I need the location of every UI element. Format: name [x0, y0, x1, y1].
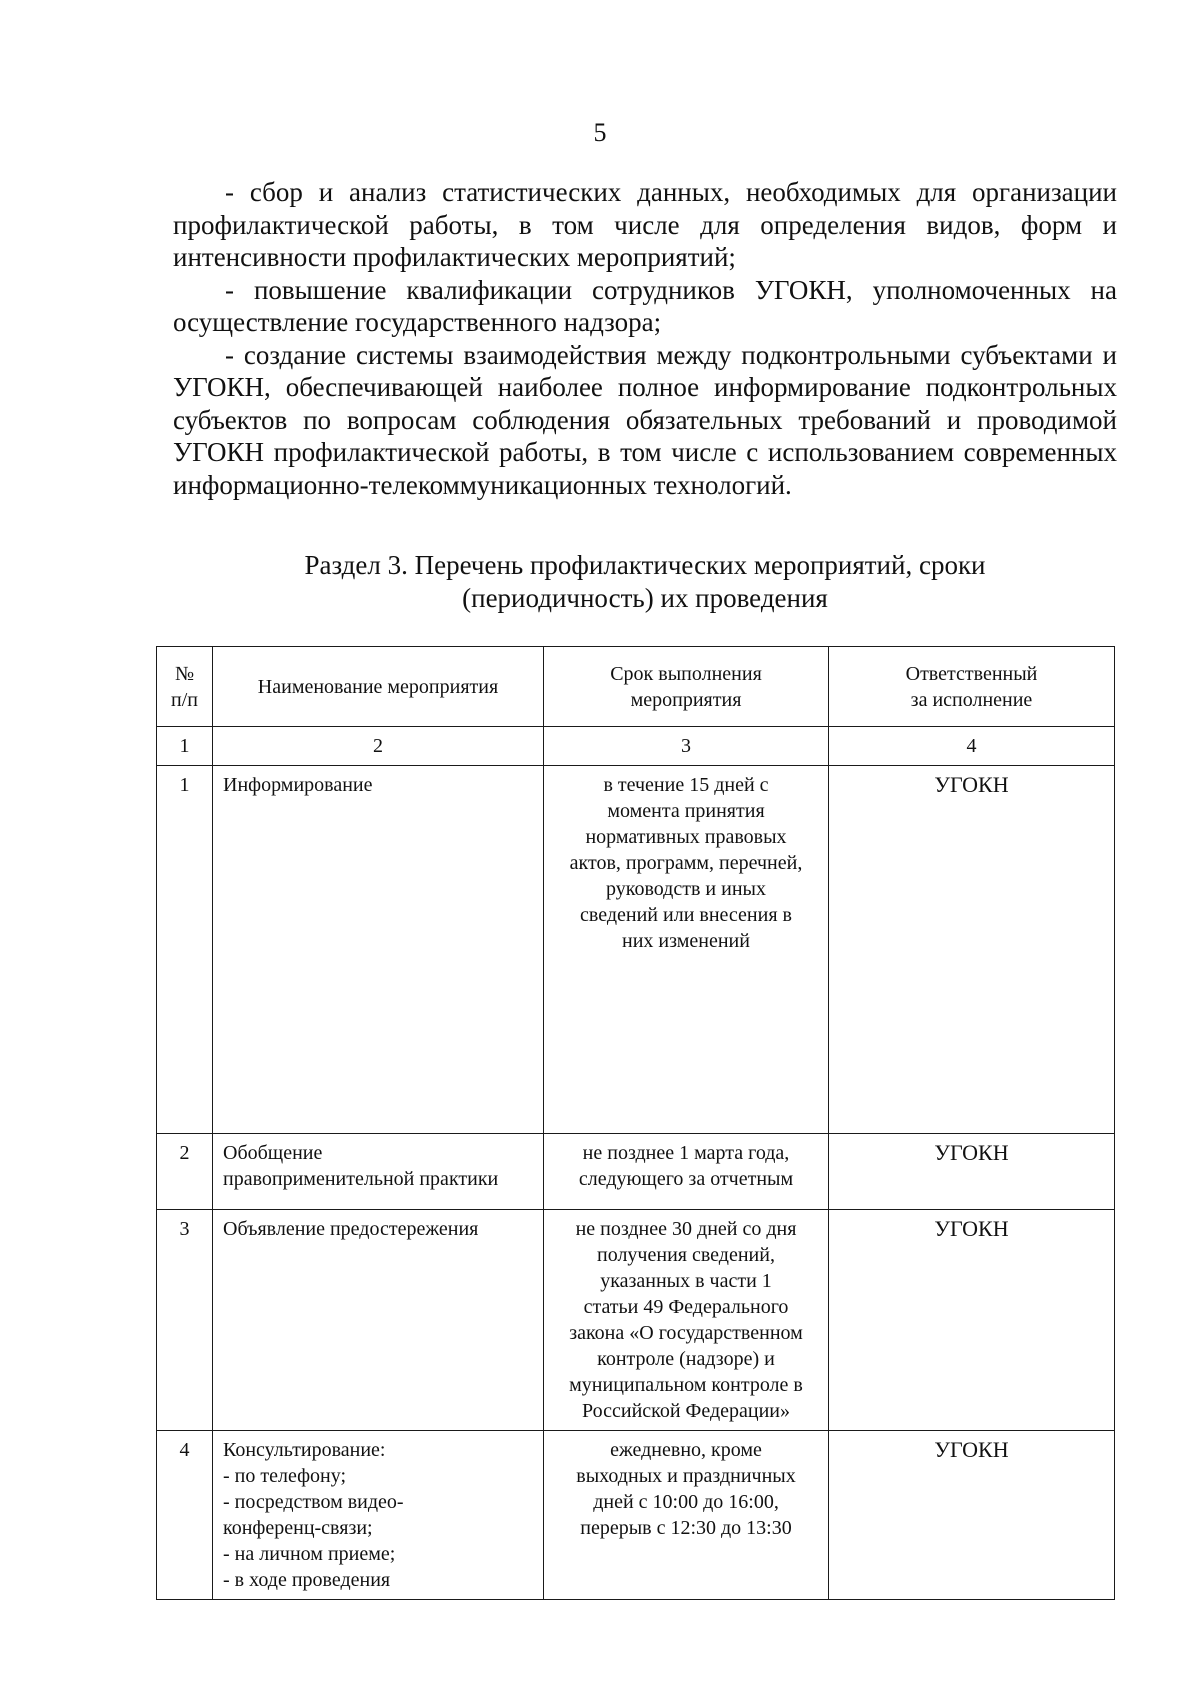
row-term-line: выходных и праздничных — [576, 1465, 796, 1487]
row-term-line: дней с 10:00 до 16:00, — [593, 1491, 779, 1513]
row-num: 2 — [157, 1134, 213, 1210]
row-responsible: УГОКН — [829, 1134, 1115, 1210]
row-term-line: контроле (надзоре) и — [597, 1348, 775, 1370]
row-name-line: правоприменительной практики — [223, 1168, 499, 1190]
row-name-line: - на личном приеме; — [223, 1543, 396, 1565]
measures-table — [156, 646, 1115, 1600]
row-name-line: Консультирование: — [223, 1439, 386, 1461]
row-term-line: не позднее 30 дней со дня — [575, 1218, 797, 1240]
table-row — [157, 766, 1115, 1134]
row-name-line: Обобщение — [223, 1142, 323, 1164]
row-name — [213, 766, 544, 1134]
row-term-line: указанных в части 1 — [600, 1270, 772, 1292]
row-term-line: статьи 49 Федерального — [583, 1296, 789, 1318]
table-header-row — [157, 647, 1115, 727]
header-num — [157, 647, 213, 727]
row-name-line: - по телефону; — [223, 1465, 347, 1487]
row-term-line: получения сведений, — [597, 1244, 775, 1266]
header-num-line2: п/п — [171, 688, 198, 711]
row-term-line: перерыв с 12:30 до 13:30 — [580, 1517, 792, 1539]
row-term-line: нормативных правовых — [585, 826, 787, 848]
row-num: 3 — [157, 1210, 213, 1431]
page-number: 5 — [593, 118, 607, 147]
header-resp-line2: за исполнение — [910, 688, 1033, 711]
row-name-line: конференц-связи; — [223, 1517, 373, 1539]
row-term-line: актов, программ, перечней, — [569, 852, 803, 874]
table-row — [157, 1210, 1115, 1431]
header-responsible — [829, 647, 1115, 727]
paragraph-interaction: - создание системы взаимодействия между подконтрольными субъектами и УГОКН, обеспечивающей наиболее полное информирование подконтрольных субъектов по вопросам соблюдения обязательных требований и проводимой УГОКН профилактической работы, в том числе с использованием современных информационно-телекоммуникационных технологий. — [173, 339, 1117, 500]
row-term-line: закона «О государственном — [569, 1322, 803, 1344]
index-cell: 3 — [544, 727, 829, 766]
index-cell: 1 — [157, 727, 213, 766]
section-title-line2: (периодичность) их проведения — [462, 582, 828, 613]
row-responsible: УГОКН — [829, 1210, 1115, 1431]
header-term-line1: Срок выполнения — [610, 662, 762, 685]
header-resp-line1: Ответственный — [905, 662, 1038, 685]
section-title-line1: Раздел 3. Перечень профилактических мероприятий, сроки — [304, 550, 986, 580]
table-index-row — [157, 727, 1115, 766]
row-term-line: них изменений — [622, 930, 750, 952]
row-term-line: следующего за отчетным — [578, 1168, 794, 1190]
body-text — [173, 176, 1117, 501]
section-title — [173, 549, 1117, 614]
header-term — [544, 647, 829, 727]
row-responsible: УГОКН — [829, 1431, 1115, 1600]
row-term-line: сведений или внесения в — [580, 904, 792, 926]
row-name-line: Объявление предостережения — [223, 1218, 479, 1240]
row-name — [213, 1210, 544, 1431]
row-num: 1 — [157, 766, 213, 1134]
paragraph-qualification: - повышение квалификации сотрудников УГОКН, уполномоченных на осуществление государственного надзора; — [173, 274, 1117, 337]
header-num-line1: № — [174, 662, 195, 685]
row-term — [544, 1431, 829, 1600]
row-term — [544, 1210, 829, 1431]
header-name: Наименование мероприятия — [213, 647, 544, 727]
row-term-line: не позднее 1 марта года, — [582, 1142, 790, 1164]
row-term-line: ежедневно, кроме — [610, 1439, 762, 1461]
row-name-line: - посредством видео- — [223, 1491, 404, 1513]
row-name — [213, 1134, 544, 1210]
row-term — [544, 1134, 829, 1210]
index-cell: 4 — [829, 727, 1115, 766]
table-row — [157, 1431, 1115, 1600]
row-term-line: руководств и иных — [606, 878, 766, 900]
header-term-line2: мероприятия — [630, 688, 742, 711]
index-cell: 2 — [213, 727, 544, 766]
row-name-line: - в ходе проведения — [223, 1569, 391, 1591]
row-term-line: муниципальном контроле в — [569, 1374, 803, 1396]
row-responsible: УГОКН — [829, 766, 1115, 1134]
row-term-line: в течение 15 дней с — [603, 774, 769, 796]
row-name-line: Информирование — [223, 774, 373, 796]
row-num: 4 — [157, 1431, 213, 1600]
row-term-line: момента принятия — [607, 800, 765, 822]
row-name — [213, 1431, 544, 1600]
row-term — [544, 766, 829, 1134]
table-row — [157, 1134, 1115, 1210]
row-term-line: Российской Федерации» — [581, 1400, 791, 1422]
paragraph-statistics: - сбор и анализ статистических данных, необходимых для организации профилактической работы, в том числе для определения видов, форм и интенсивности профилактических мероприятий; — [173, 177, 1117, 272]
